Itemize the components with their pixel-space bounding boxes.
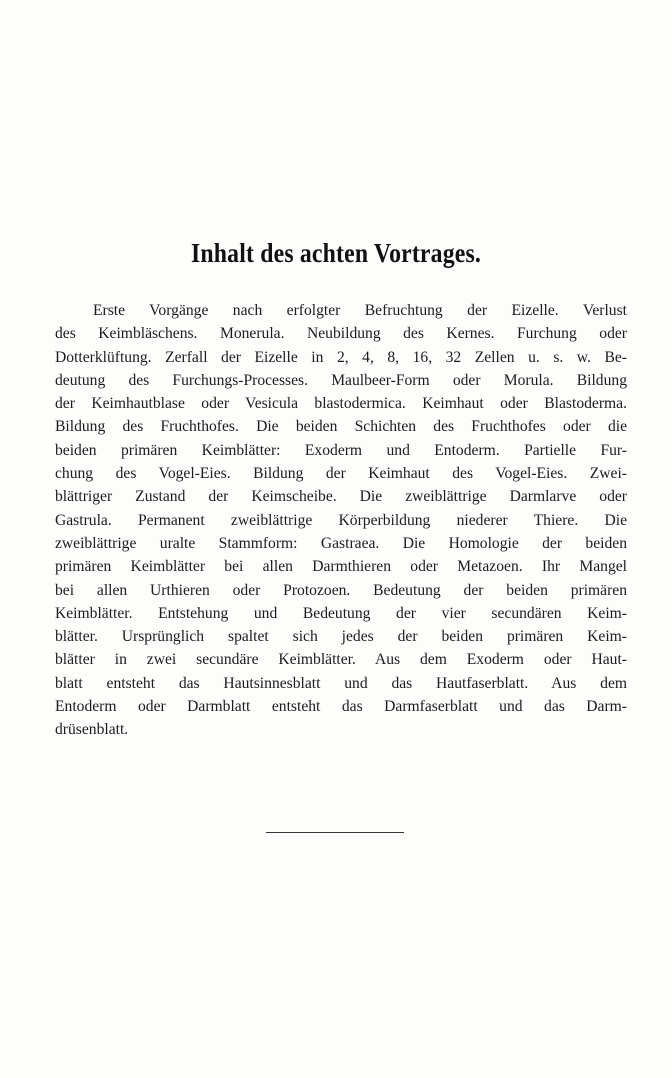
text-line: drüsenblatt. — [55, 721, 129, 739]
text-line: Keimblätter. Entstehung und Bedeutung der vier secundären Keim- — [55, 604, 627, 622]
chapter-contents-heading: Inhalt des achten Vortrages. — [190, 238, 482, 268]
text-line: blätter in zwei secundäre Keimblätter. Aus dem Exoderm oder Haut- — [55, 651, 627, 669]
text-line: blatt entsteht das Hautsinnesblatt und das Hautfaserblatt. Aus dem — [55, 674, 627, 692]
text-line: Gastrula. Permanent zweiblättrige Körperbildung niederer Thiere. Die — [55, 511, 627, 529]
text-line: der Keimhautblase oder Vesicula blastodermica. Keimhaut oder Blastoderma. — [55, 395, 627, 413]
text-line: Erste Vorgänge nach erfolgter Befruchtung der Eizelle. Verlust — [93, 302, 627, 319]
text-line: deutung des Furchungs-Processes. Maulbeer-Form oder Morula. Bildung — [55, 371, 627, 389]
text-line: Bildung des Fruchthofes. Die beiden Schichten des Fruchthofes oder die — [55, 418, 627, 436]
text-line: Entoderm oder Darmblatt entsteht das Darmfaserblatt und das Darm- — [55, 698, 627, 716]
text-line: bei allen Urthieren oder Protozoen. Bedeutung der beiden primären — [55, 581, 627, 599]
text-line: des Keimbläschens. Monerula. Neubildung des Kernes. Furchung oder — [55, 325, 627, 343]
text-line: blättriger Zustand der Keimscheibe. Die zweiblättrige Darmlarve oder — [55, 488, 627, 506]
text-line: zweiblättrige uralte Stammform: Gastraea. Die Homologie der beiden — [55, 534, 627, 552]
text-line: Dotterklüftung. Zerfall der Eizelle in 2, 4, 8, 16, 32 Zellen u. s. w. Be- — [55, 348, 627, 366]
text-line: primären Keimblätter bei allen Darmthieren oder Metazoen. Ihr Mangel — [55, 558, 627, 576]
text-line: blätter. Ursprünglich spaltet sich jedes der beiden primären Keim- — [55, 628, 627, 646]
text-line: beiden primären Keimblätter: Exoderm und Entoderm. Partielle Fur- — [55, 441, 627, 459]
contents-paragraph — [55, 299, 627, 742]
text-line: chung des Vogel-Eies. Bildung der Keimhaut des Vogel-Eies. Zwei- — [55, 465, 627, 483]
section-divider — [266, 832, 404, 833]
